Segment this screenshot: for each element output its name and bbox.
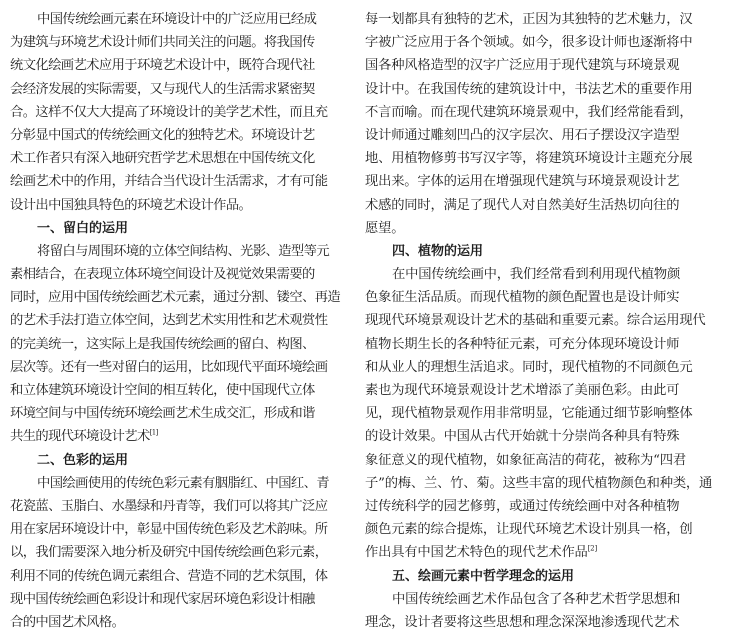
text-line xyxy=(365,356,717,379)
text-line xyxy=(10,472,348,495)
line-text: 中国传统绘画元素在环境设计中的广泛应用已经成 xyxy=(37,12,317,27)
line-text: 地、用植物修剪书写汉字等，将建筑环境设计主题充分展 xyxy=(365,151,693,167)
text-line xyxy=(10,379,348,402)
text-line xyxy=(365,518,717,541)
line-text: 字被广泛应用于各个领域。如今，很多设计师也逐渐将中 xyxy=(365,35,693,51)
text-line xyxy=(10,495,348,518)
text-line xyxy=(10,309,348,332)
line-text: 愿望。 xyxy=(365,220,405,236)
text-line xyxy=(365,495,717,518)
line-text: 术感的同时，满足了现代人对自然美好生活热切向往的 xyxy=(365,197,680,213)
text-line xyxy=(10,356,348,379)
text-line xyxy=(365,101,717,124)
text-line xyxy=(10,541,348,564)
text-line xyxy=(365,588,717,611)
text-line xyxy=(365,379,717,402)
text-line xyxy=(10,240,348,263)
text-line xyxy=(10,101,348,124)
line-text: 以，我们需要深入地分析及研究中国传统绘画色彩元素， xyxy=(10,545,328,561)
line-text: 每一划都具有独特的艺术，正因为其独特的艺术魅力，汉 xyxy=(365,12,693,27)
line-text: 见，现代植物景观作用非常明显，它能通过细节影响整体 xyxy=(365,406,693,422)
text-line xyxy=(10,425,348,448)
text-line xyxy=(365,472,717,495)
line-text: 植物长期生长的各种特征元素，可充分体现环境设计师 xyxy=(365,336,680,352)
section-heading: 二、色彩的运用 xyxy=(37,452,129,468)
text-line xyxy=(365,402,717,425)
text-line xyxy=(365,611,717,634)
text-line xyxy=(365,8,717,31)
line-text: 现现代环境景观设计艺术的基础和重要元素。综合运用现代 xyxy=(365,313,706,329)
line-text: 现中国传统绘画色彩设计和现代家居环境色彩设计相融 xyxy=(10,591,315,607)
line-text: 颜色元素的综合提炼，让现代环境艺术设计别具一格，创 xyxy=(365,522,693,538)
line-text: 子”的梅、兰、竹、菊。这些丰富的现代植物颜色和种类，通 xyxy=(365,475,713,491)
text-line xyxy=(365,170,717,193)
text-line xyxy=(10,611,348,634)
line-text: 会经济发展的实际需要，又与现代人的生活需求紧密契 xyxy=(10,81,315,97)
line-text: 环境空间与中国传统环境绘画艺术生成交汇，形成和谐 xyxy=(10,406,315,422)
text-line xyxy=(365,333,717,356)
text-line xyxy=(10,147,348,170)
line-text: 设计中。在我国传统的建筑设计中，书法艺术的重要作用 xyxy=(365,81,693,97)
citation-marker: [2] xyxy=(587,544,597,553)
text-line xyxy=(10,78,348,101)
line-text: 利用不同的传统色调元素组合、营造不同的艺术氛围，体 xyxy=(10,568,328,584)
line-text: 中国传统绘画艺术作品包含了各种艺术哲学思想和 xyxy=(392,591,681,607)
section-heading: 五、绘画元素中哲学理念的运用 xyxy=(392,568,575,584)
line-text: 素相结合，在表现立体环境空间设计及视觉效果需要的 xyxy=(10,267,315,283)
text-line xyxy=(10,402,348,425)
text-line xyxy=(365,124,717,147)
line-text: 将留白与周围环境的立体空间结构、光影、造型等元 xyxy=(37,243,330,259)
line-text: 和立体建筑环境设计空间的相互转化，使中国现代立体 xyxy=(10,383,315,398)
text-line xyxy=(365,541,717,564)
line-text: 象征意义的现代植物，如象征高洁的荷花，被称为“四君 xyxy=(365,452,686,468)
line-text: 术工作者只有深入地研究哲学艺术思想在中国传统文化 xyxy=(10,151,315,167)
text-line xyxy=(10,54,348,77)
line-text: 现出来。字体的运用在增强现代建筑与环境景观设计艺 xyxy=(365,174,680,190)
line-text: 的设计效果。中国从古代开始就十分崇尚各种具有特殊 xyxy=(365,429,680,445)
line-text: 同时，应用中国传统绘画艺术元素，通过分割、镂空、再造 xyxy=(10,290,341,306)
line-text: 设计出中国独具特色的环境艺术设计作品。 xyxy=(10,197,252,213)
text-line xyxy=(365,309,717,332)
text-line xyxy=(365,217,717,240)
text-line xyxy=(365,286,717,309)
line-text: 设计师通过雕刻凹凸的汉字层次、用石子摆设汉字造型 xyxy=(365,127,680,143)
line-text: 的完美统一，这实际上是我国传统绘画的留白、构图、 xyxy=(10,336,315,352)
line-text: 用在家居环境设计中，彰显中国传统色彩及艺术韵味。所 xyxy=(10,522,328,538)
line-text: 色象征生活品质。而现代植物的颜色配置也是设计师实 xyxy=(365,290,680,306)
text-line xyxy=(365,263,717,286)
section-heading: 四、植物的运用 xyxy=(392,243,484,259)
right-column xyxy=(365,8,717,634)
line-text: 的艺术手法打造立体空间，达到艺术实用性和艺术观赏性 xyxy=(10,313,328,329)
line-text: 绘画艺术中的作用，并结合当代设计生活需求，才有可能 xyxy=(10,174,328,190)
text-line xyxy=(10,124,348,147)
line-text: 作出具有中国艺术特色的现代艺术作品 xyxy=(365,545,588,561)
line-text: 国各种风格造型的汉字广泛应用于现代建筑与环境景观 xyxy=(365,58,680,74)
line-text: 不言而喻。而在现代建筑环境景观中，我们经常能看到， xyxy=(365,104,693,120)
text-line xyxy=(10,333,348,356)
section-heading: 一、留白的运用 xyxy=(37,220,129,236)
text-line xyxy=(10,194,348,217)
text-line xyxy=(10,565,348,588)
line-text: 在中国传统绘画中，我们经常看到利用现代植物颜 xyxy=(392,267,681,283)
line-text: 合。这样不仅大大提高了环境设计的美学艺术性，而且充 xyxy=(10,104,328,120)
text-line xyxy=(365,425,717,448)
text-line xyxy=(10,518,348,541)
line-text: 分彰显中国式的传统绘画文化的独特艺术。环境设计艺 xyxy=(10,127,315,143)
text-line xyxy=(10,588,348,611)
text-line xyxy=(10,263,348,286)
text-line xyxy=(10,31,348,54)
left-column xyxy=(10,8,348,634)
line-text: 和从业人的理想生活追求。同时，现代植物的不同颜色元 xyxy=(365,359,693,375)
line-text: 层次等。还有一些对留白的运用，比如现代平面环境绘画 xyxy=(10,359,328,375)
text-line xyxy=(365,54,717,77)
text-line xyxy=(365,449,717,472)
text-line xyxy=(365,78,717,101)
text-line xyxy=(10,286,348,309)
citation-marker: [1] xyxy=(149,428,158,437)
line-text: 过传统科学的园艺修剪，或通过传统绘画中对各种植物 xyxy=(365,498,680,514)
line-text: 花瓷蓝、玉脂白、水墨绿和丹青等，我们可以将其广泛应 xyxy=(10,498,328,514)
text-line xyxy=(365,31,717,54)
line-text: 为建筑与环境艺术设计师们共同关注的问题。将我国传 xyxy=(10,35,315,51)
text-line xyxy=(10,8,348,31)
line-text: 素也为现代环境景观设计艺术增添了美丽色彩。由此可 xyxy=(365,383,680,398)
line-text: 理念，设计者要将这些思想和理念深深地渗透现代艺术 xyxy=(365,614,680,630)
text-line xyxy=(365,147,717,170)
line-text: 统文化绘画艺术应用于环境艺术设计中，既符合现代社 xyxy=(10,58,315,74)
text-line xyxy=(10,170,348,193)
line-text: 中国绘画使用的传统色彩元素有胭脂红、中国红、青 xyxy=(37,475,330,491)
line-text: 共生的现代环境设计艺术 xyxy=(10,429,150,445)
text-line xyxy=(365,194,717,217)
line-text: 合的中国艺术风格。 xyxy=(10,614,125,630)
